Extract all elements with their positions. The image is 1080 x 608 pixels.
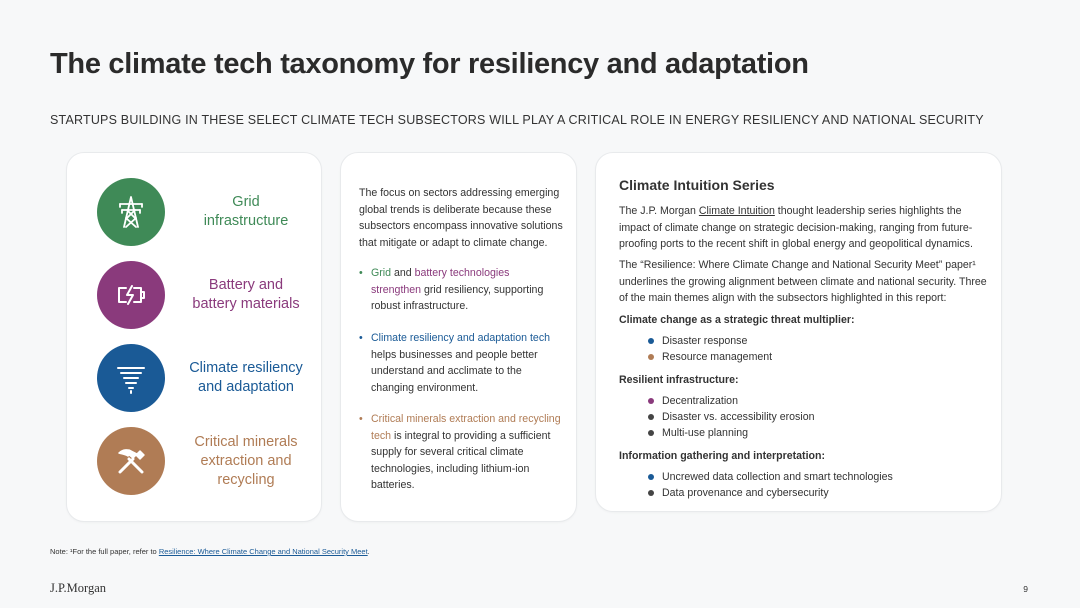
page-number: 9	[1023, 584, 1028, 594]
bullet-text: Uncrewed data collection and smart technologies	[662, 471, 893, 483]
list-item	[648, 425, 814, 441]
bullet-text: Resource management	[662, 351, 773, 363]
bullet-text: Data provenance and cybersecurity	[662, 487, 829, 499]
sector-label-grid	[165, 193, 317, 231]
rationale-list-grid	[359, 265, 564, 315]
sector-grid	[97, 177, 317, 247]
bullet-text: Disaster response	[662, 335, 748, 347]
sector-label-line: recycling	[217, 471, 275, 488]
sector-label-line: Grid	[232, 194, 260, 210]
sector-label-line: infrastructure	[203, 213, 289, 229]
sector-label-resiliency	[165, 359, 317, 397]
bullet-text: is integral to providing a sufficient supply for several critical climate technologies, including lithium-ion batteries.	[371, 429, 551, 491]
battery-charging-icon	[97, 261, 165, 329]
series-paragraph-2: The “Resilience: Where Climate Change and National Security Meet” paper¹ underlines the growing alignment between climate and national security. Three of the main themes align with the subsectors highlighted in this report:	[619, 259, 987, 304]
rationale-list-resiliency	[359, 330, 564, 396]
sector-label-line: extraction and	[200, 452, 292, 469]
text-and: and	[391, 267, 415, 279]
list-item	[359, 411, 564, 494]
footnote	[50, 547, 370, 556]
page-subtitle: STARTUPS BUILDING IN THESE SELECT CLIMATE TECH SUBSECTORS WILL PLAY A CRITICAL ROLE IN ENERGY RESILIENCY AND NATIONAL SECURITY	[50, 113, 984, 127]
sector-minerals	[97, 426, 317, 496]
list-item	[648, 409, 814, 425]
para-text: thought leadership series highlights the impact of climate change on strategic decision-making, ranging from future-proofing ports to the recent shift in global energy and geopolitical dynamics.	[619, 205, 973, 250]
bullet-text: Disaster vs. accessibility erosion	[662, 411, 815, 423]
bullet-dot	[648, 398, 654, 404]
list-item	[359, 330, 564, 396]
rationale-intro: The focus on sectors addressing emerging global trends is deliberate because these subsectors encompass innovative solutions that mitigate or adapt to climate change.	[359, 187, 563, 249]
series-title: Climate Intuition Series	[619, 177, 775, 193]
list-item	[648, 469, 893, 485]
tornado-icon	[97, 344, 165, 412]
sector-label-line: Battery and	[208, 277, 284, 293]
bullet-dot: •	[359, 332, 363, 344]
sector-label-minerals	[165, 433, 317, 490]
sector-label-line: battery materials	[192, 296, 300, 312]
rationale-list-minerals	[359, 411, 564, 494]
list-item	[648, 393, 814, 409]
climate-intuition-card	[595, 152, 1002, 512]
highlight-resiliency: Climate resiliency and adaptation tech	[371, 332, 551, 344]
list-item	[648, 349, 772, 365]
theme-title: Resilient infrastructure:	[619, 374, 739, 386]
bullet-text: helps businesses and people better understand and acclimate to the changing environment.	[371, 348, 538, 394]
resilience-paper-link[interactable]: Resilience: Where Climate Change and National Security Meet	[158, 547, 368, 556]
highlight-minerals: Critical minerals extraction and recycling tech	[371, 413, 561, 442]
bullet-dot	[648, 474, 654, 480]
footnote-text: Note: ¹For the full paper, refer to	[50, 547, 159, 556]
sectors-card	[66, 152, 322, 522]
bullet-dot	[648, 430, 654, 436]
bullet-text: Multi-use planning	[662, 427, 748, 439]
theme-title: Information gathering and interpretation:	[619, 450, 825, 462]
rationale-card	[340, 152, 577, 522]
theme-title: Climate change as a strategic threat multiplier:	[619, 314, 855, 326]
sector-label-battery	[165, 276, 317, 314]
sector-resiliency	[97, 343, 317, 413]
bullet-dot	[648, 354, 654, 360]
bullet-text: Decentralization	[662, 395, 738, 407]
sector-label-line: Climate resiliency	[189, 360, 303, 376]
series-paragraph-1	[619, 203, 989, 253]
list-item	[359, 265, 564, 315]
sector-label-line: Critical minerals	[194, 433, 298, 450]
highlight-strengthen: strengthen	[371, 283, 422, 296]
bullet-dot: •	[359, 267, 363, 279]
bullet-dot	[648, 490, 654, 496]
jpmorgan-logo: J.P.Morgan	[50, 581, 107, 595]
para-text: The J.P. Morgan	[619, 205, 699, 217]
climate-intuition-link[interactable]: Climate Intuition	[698, 205, 775, 217]
highlight-battery: battery technologies	[414, 267, 510, 279]
list-item	[648, 333, 772, 349]
bullet-dot	[648, 338, 654, 344]
hammer-pick-icon	[97, 427, 165, 495]
power-tower-icon	[97, 178, 165, 246]
highlight-grid: Grid	[371, 267, 392, 279]
bullet-dot	[648, 414, 654, 420]
bullet-dot: •	[359, 413, 363, 425]
list-item	[648, 485, 893, 501]
theme-list	[648, 393, 814, 441]
sector-battery	[97, 260, 317, 330]
sector-label-line: and adaptation	[198, 379, 294, 395]
bullet-text: grid resiliency, supporting robust infrastructure.	[371, 283, 544, 312]
theme-list	[648, 469, 893, 501]
theme-list	[648, 333, 772, 365]
page-title: The climate tech taxonomy for resiliency and adaptation	[50, 48, 809, 80]
footnote-text: .	[367, 547, 370, 556]
